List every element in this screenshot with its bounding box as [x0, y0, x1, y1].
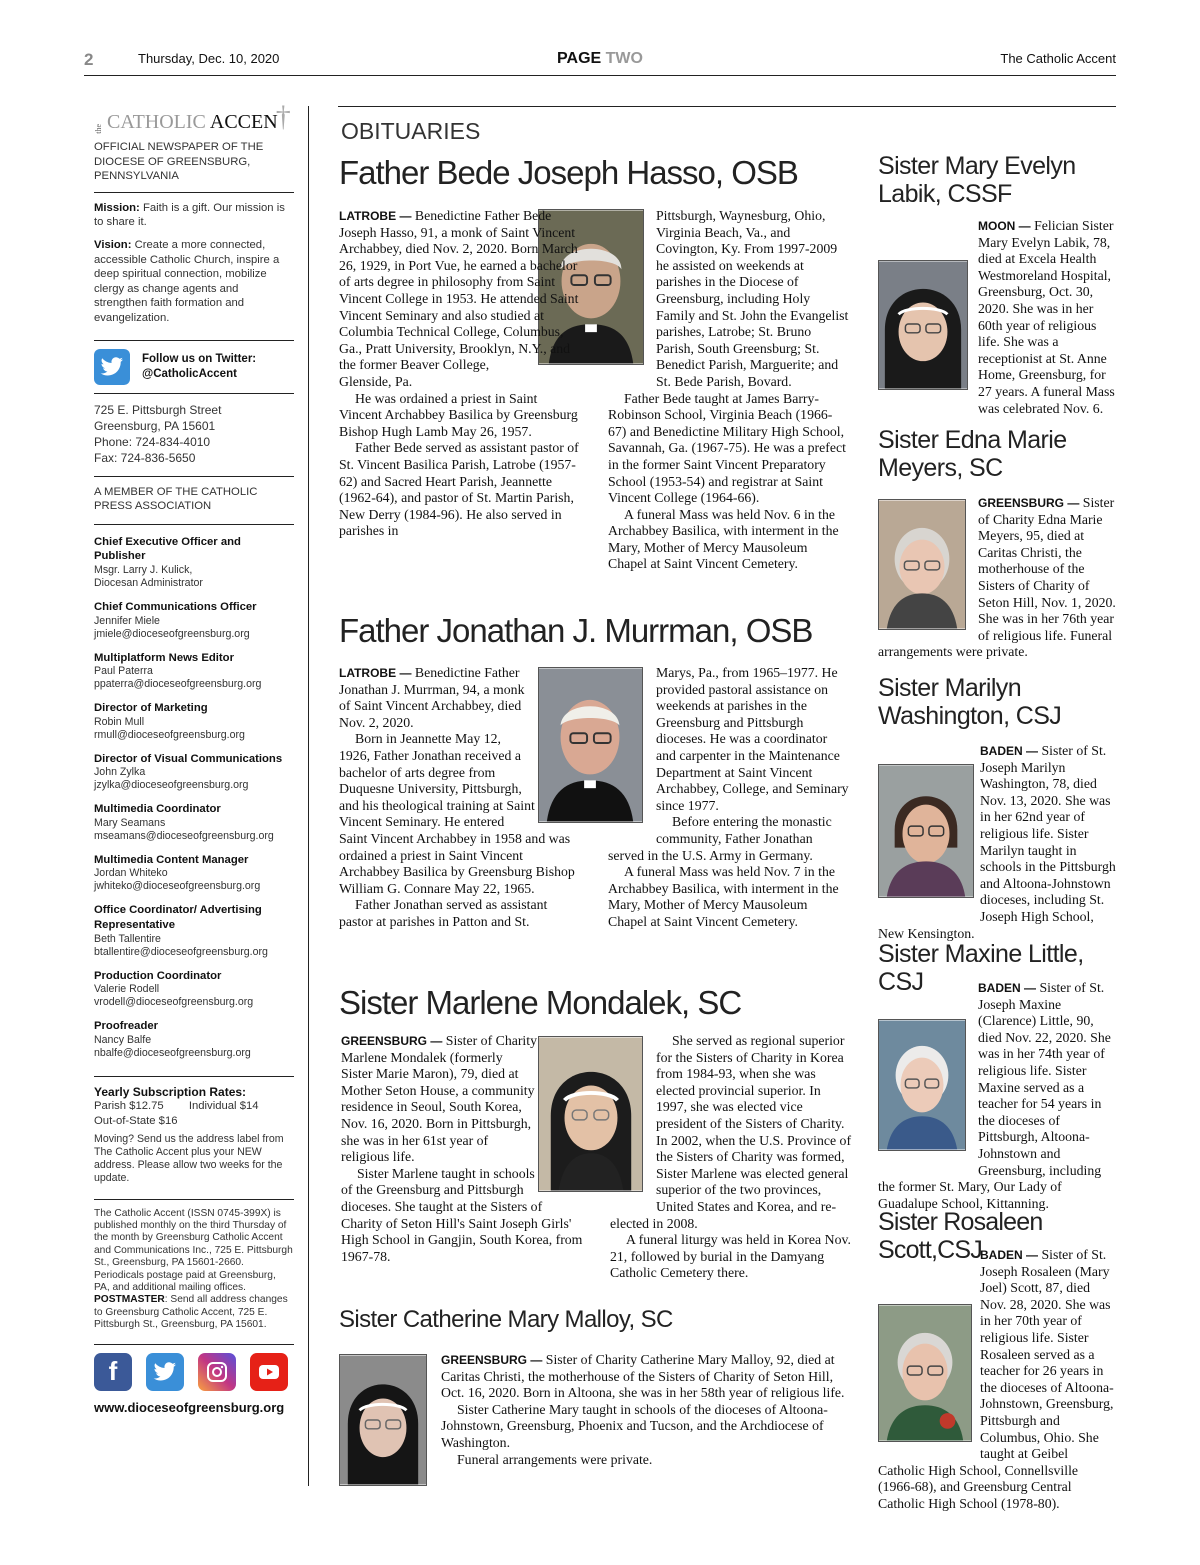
cpa-membership: A MEMBER OF THE CATHOLIC PRESS ASSOCIATION — [94, 485, 258, 513]
website-link[interactable]: www.dioceseofgreensburg.org — [94, 1399, 285, 1415]
obit-body-malloy: GREENSBURG — Sister of Charity Catherine Mary Malloy, 92, died at Caritas Christi, the motherhouse of the Sisters of Charity of Seton Hill, Oct. 16, 2020. Born in Altoona, she was in her 58th year of religious life. Sister Catherine Mary taught in schools of the dioceses of Altoona-Johnstown, Greensburg, Phoenix and Tucson, and the Archdiocese of Washington. Funeral arrangements were private. — [441, 1352, 845, 1467]
issn-statement: The Catholic Accent (ISSN 0745-399X) is published monthly on the third Thursday of the month by Greensburg Catholic Accent and Communications Inc., 725 E. Pittsburgh St., Greensburg, PA 15601-2660. Periodicals postage paid at Greensburg, PA, and additional mailing offices. POSTMASTER: Send all address changes to Greensburg Catholic Accent, 725 E. Pittsburgh St., Greensburg, PA 15601. — [94, 1207, 293, 1331]
vision: Vision: Create a more connected, accessible Catholic Church, inspire a deep spiritual connection, mobilize clergy as change agents and strengthen faith formation and evangelization. — [94, 238, 280, 324]
obit-headline-meyers: Sister Edna Marie Meyers, SC — [878, 426, 1067, 482]
column-divider — [308, 106, 309, 1486]
paper-name: The Catholic Accent — [1000, 51, 1116, 66]
section-rule — [338, 106, 1116, 107]
obit-body-mondalek-col1: GREENSBURG — Sister of Charity Marlene Mondalek (formerly Sister Marie Maron), 79, died at Mother Seton House, a community residence in Seoul, South Korea, Nov. 16, 2020. Born in Pittsburgh, she was in her 61st year of religious life. Sister Marlene taught in schools of the Greensburg and Pittsburgh dioceses. She taught at the Sisters of Charity of Seton Hill's Saint Joseph Girls' High School in Gangjin, South Korea, from 1967-78. — [341, 1033, 583, 1264]
twitter-icon[interactable] — [146, 1353, 184, 1391]
social-links — [94, 1353, 294, 1391]
staff-entry: Director of Marketing Robin Mull rmull@dioceseofgreensburg.org — [94, 702, 245, 741]
contact-info: 725 E. Pittsburgh Street Greensburg, PA 15601 Phone: 724-834-4010 Fax: 724-836-5650 — [94, 402, 222, 465]
official-statement: OFFICIAL NEWSPAPER OF THE DIOCESE OF GREENSBURG, PENNSYLVANIA — [94, 141, 264, 183]
obit-headline-murrman: Father Jonathan J. Murrman, OSB — [339, 612, 813, 649]
subscription-rates: Yearly Subscription Rates: Parish $12.75 Individual $14 Out-of-State $16 Moving? Send us the address label from The Catholic Accent plus your NEW address. Please allow two weeks for the update. — [94, 1084, 284, 1184]
instagram-icon[interactable] — [198, 1353, 236, 1391]
page-label: PAGE TWO — [557, 50, 643, 67]
obit-body-murrman-col2: Marys, Pa., from 1965–1977. He provided pastoral assistance on weekends at parishes in the Greensburg and Pittsburgh dioceses. He was a coordinator and carpenter in the Maintenance Department at Saint Vincent Archabbey, College, and Seminary since 1977. Before entering the monastic community, Father Jonathan served in the U.S. Army in Germany. A funeral Mass was held Nov. 7 in the Archabbey Basilica, with interment in the Mary, Mother of Mercy Mausoleum Chapel at Saint Vincent Cemetery. — [608, 665, 849, 929]
staff-list — [94, 535, 294, 1060]
obit-body-scott: BADEN — Sister of St. Joseph Rosaleen (Mary Joel) Scott, 87, died Nov. 28, 2020. She was in her 70th year of religious life. Sister Rosaleen served as a teacher for 26 years in the dioceses of Altoona-Johnstown, Greensburg, Pittsburgh and Columbus, Ohio. She taught at Geibel Catholic High School, Connellsville (1966-68), and Greensburg Central Catholic High School (1978-80). — [878, 1247, 1114, 1511]
staff-entry: Multimedia Content Manager Jordan Whiteko jwhiteko@dioceseofgreensburg.org — [94, 853, 261, 893]
staff-entry: Production Coordinator Valerie Rodell vrodell@dioceseofgreensburg.org — [94, 969, 254, 1009]
obit-body-hasso-col1: LATROBE — Benedictine Father Bede Joseph Hasso, 91, a monk of Saint Vincent Archabbey, died Nov. 2, 2020. Born March 26, 1929, in Port Vue, he earned a bachelor of arts degree in philosophy from Saint Vincent College in 1953. He attended Saint Vincent Seminary and also studied at Columbia Technical College, Columbus, Ga., Pratt University, Brooklyn, N.Y., and the former Beaver College, Glenside, Pa. He was ordained a priest in Saint Vincent Archabbey Basilica by Greensburg Bishop Hugh Lamb May 26, 1957. Father Bede served as assistant pastor of St. Vincent Basilica Parish, Latrobe (1957-62) and Sacred Heart Parish, Jeannette (1962-64), and pastor of St. Martin Parish, New Derry (1984-96). He also served in parishes in — [339, 208, 579, 539]
obit-body-washington: BADEN — Sister of St. Joseph Marilyn Washington, 78, died Nov. 13, 2020. She was in her 62nd year of religious life. Sister Marilyn taught in schools in the Pittsburgh and Altoona-Johnstown dioceses, including St. Joseph High School, New Kensington. — [878, 743, 1116, 941]
obit-body-meyers: GREENSBURG — Sister of Charity Edna Marie Meyers, 95, died at Caritas Christi, the motherhouse of the Sisters of Charity of Seton Hill, Nov. 1, 2020. She was in her 76th year of religious life. Funeral arrangements were private. — [878, 495, 1116, 660]
masthead-sidebar — [94, 100, 294, 1415]
staff-entry: Multiplatform News Editor Paul Paterra ppaterra@dioceseofgreensburg.org — [94, 651, 262, 691]
twitter-follow[interactable]: Follow us on Twitter: @CatholicAccent — [94, 349, 294, 385]
staff-entry: Office Coordinator/ Advertising Representative Beth Tallentire btallentire@dioceseofgreensburg.org — [94, 904, 268, 958]
obit-body-hasso-col2: Pittsburgh, Waynesburg, Ohio, Virginia Beach, Va., and Covington, Ky. From 1997-2009 he assisted on weekends at parishes in the Diocese of Greensburg, including Holy Family and St. John the Evangelist parishes, Latrobe; St. Bruno Parish, South Greensburg; St. Benedict Parish, Marguerite; and St. Bede Parish, Bovard. Father Bede taught at James Barry-Robinson School, Virginia Beach (1966-67) and Benedictine Military High School, Savannah, Ga. (1967-75). He was a prefect in the former Saint Vincent Preparatory School (1953-54) and registrar at Saint Vincent College (1964-66). A funeral Mass was held Nov. 6 in the Archabbey Basilica, with interment in the Mary, Mother of Mercy Mausoleum Chapel at Saint Vincent Cemetery. — [608, 208, 849, 572]
obit-headline-scott: Sister Rosaleen Scott,CSJ — [878, 1208, 1043, 1264]
obit-headline-washington: Sister Marilyn Washington, CSJ — [878, 674, 1062, 730]
page-number: 2 — [84, 50, 94, 69]
page-header — [84, 44, 1116, 76]
staff-entry: Chief Executive Officer and Publisher Msgr. Larry J. Kulick, Diocesan Administrator — [94, 535, 241, 589]
staff-entry: Multimedia Coordinator Mary Seamans mseamans@dioceseofgreensburg.org — [94, 803, 274, 842]
obit-headline-malloy: Sister Catherine Mary Malloy, SC — [339, 1306, 673, 1333]
staff-entry: Proofreader Nancy Balfe nbalfe@dioceseofgreensburg.org — [94, 1020, 251, 1059]
obit-headline-hasso: Father Bede Joseph Hasso, OSB — [339, 154, 798, 191]
twitter-icon — [94, 349, 130, 385]
section-title: OBITUARIES — [341, 118, 481, 144]
portrait-malloy — [339, 1354, 427, 1486]
obit-body-labik: MOON — Felician Sister Mary Evelyn Labik, 78, died at Excela Health Westmoreland Hospital, Greensburg, Oct. 30, 2020. She was in her 60th year of religious life. She was a receptionist at St. Anne Home, Greensburg, for 27 years. A funeral Mass was celebrated Nov. 6. — [978, 218, 1115, 416]
issue-date: Thursday, Dec. 10, 2020 — [138, 51, 280, 66]
staff-entry: Director of Visual Communications John Zylka jzylka@dioceseofgreensburg.org — [94, 752, 283, 792]
catholic-accent-logo: the CATHOLIC ACCEN † — [94, 100, 291, 134]
obit-headline-mondalek: Sister Marlene Mondalek, SC — [339, 984, 742, 1021]
obit-body-murrman-col1: LATROBE — Benedictine Father Jonathan J. Murrman, 94, a monk of Saint Vincent Archabbey, died Nov. 2, 2020. Born in Jeannette May 12, 1926, Father Jonathan received a bachelor of arts degree from Duquesne University, Pittsburgh, and his theological training at Saint Vincent Seminary. He entered Saint Vincent Archabbey in 1958 and was ordained a priest in Saint Vincent Archabbey Basilica by Greensburg Bishop William G. Connare May 22, 1965. Father Jonathan served as assistant pastor at parishes in Patton and St. — [339, 665, 575, 929]
mission: Mission: Faith is a gift. Our mission is to share it. — [94, 201, 285, 229]
youtube-icon[interactable] — [250, 1353, 288, 1391]
obit-headline-little: Sister Maxine Little, CSJ — [878, 940, 1084, 996]
staff-entry: Chief Communications Officer Jennifer Miele jmiele@dioceseofgreensburg.org — [94, 600, 257, 640]
facebook-icon[interactable]: f — [94, 1353, 132, 1391]
obit-body-little: BADEN — Sister of St. Joseph Maxine (Clarence) Little, 90, died Nov. 22, 2020. She was in her 74th year of religious life. Sister Maxine served as a teacher for 54 years in the dioceses of Pittsburgh, Altoona-Johnstown and Greensburg, including the former St. Mary, Our Lady of Guadalupe School, Kittanning. — [878, 980, 1111, 1211]
obit-headline-labik: Sister Mary Evelyn Labik, CSSF — [878, 152, 1076, 208]
obit-body-mondalek-col2: She served as regional superior for the Sisters of Charity in Korea from 1984-93, when she was elected provincial superior. In 1997, she was elected vice president of the Sisters of Charity. In 2002, when the U.S. Province of the Sisters of Charity was formed, Sister Marlene was elected general superior of the two provinces, United States and Korea, and re-elected in 2008. A funeral liturgy was held in Korea Nov. 21, followed by burial in the Damyang Catholic Cemetery there. — [610, 1033, 852, 1281]
